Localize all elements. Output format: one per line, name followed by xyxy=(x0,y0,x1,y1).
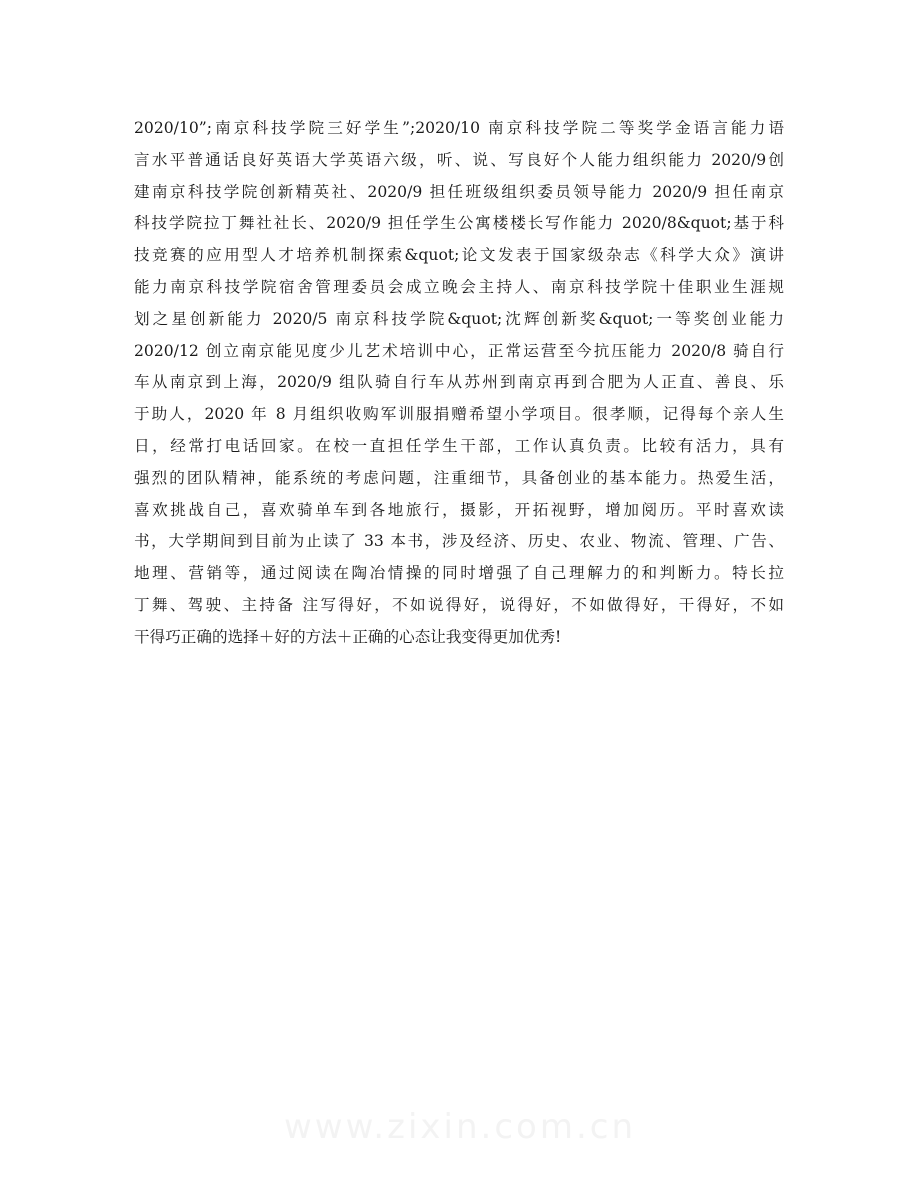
text-line: 干得巧正确的选择＋好的方法＋正确的心态让我变得更加优秀! xyxy=(134,627,562,646)
watermark-text: www.zixin.com.cn xyxy=(284,1107,636,1147)
text-line: 科技学院拉丁舞社社长、2020/9 担任学生公寓楼楼长写作能力 2020/8&quot;基于科 xyxy=(134,214,784,233)
resume-text-block xyxy=(134,113,784,654)
text-line: 书，大学期间到目前为止读了 33 本书，涉及经济、历史、农业、物流、管理、广告、 xyxy=(134,532,784,551)
text-line: 日，经常打电话回家。在校一直担任学生干部，工作认真负责。比较有活力，具有 xyxy=(134,436,784,455)
text-line: 2020/10”;南京科技学院三好学生”;2020/10 南京科技学院二等奖学金语言能力语 xyxy=(134,119,784,137)
text-line: 划之星创新能力 2020/5 南京科技学院&quot;沈辉创新奖&quot;一等奖创业能力 xyxy=(134,309,784,328)
text-line: 地理、营销等，通过阅读在陶冶情操的同时增强了自己理解力的和判断力。特长拉 xyxy=(134,564,784,583)
text-line: 车从南京到上海，2020/9 组队骑自行车从苏州到南京再到合肥为人正直、善良、乐 xyxy=(134,373,784,392)
text-line: 2020/12 创立南京能见度少儿艺术培训中心，正常运营至今抗压能力 2020/8 骑自行 xyxy=(134,341,784,360)
text-line: 言水平普通话良好英语大学英语六级，听、说、写良好个人能力组织能力 2020/9创 xyxy=(134,150,784,169)
text-line: 丁舞、驾驶、主持备 注写得好，不如说得好，说得好，不如做得好，干得好，不如 xyxy=(134,595,784,614)
text-line: 强烈的团队精神，能系统的考虑问题，注重细节，具备创业的基本能力。热爱生活， xyxy=(134,468,784,487)
text-line: 技竞赛的应用型人才培养机制探索&quot;论文发表于国家级杂志《科学大众》演讲 xyxy=(134,246,784,265)
text-line: 建南京科技学院创新精英社、2020/9 担任班级组织委员领导能力 2020/9 担任南京 xyxy=(134,182,784,201)
text-line: 喜欢挑战自己，喜欢骑单车到各地旅行，摄影，开拓视野，增加阅历。平时喜欢读 xyxy=(134,500,784,519)
text-line: 能力南京科技学院宿舍管理委员会成立晚会主持人、南京科技学院十佳职业生涯规 xyxy=(134,277,784,296)
text-line: 于助人，2020 年 8 月组织收购军训服捐赠希望小学项目。很孝顺，记得每个亲人生 xyxy=(134,405,784,424)
